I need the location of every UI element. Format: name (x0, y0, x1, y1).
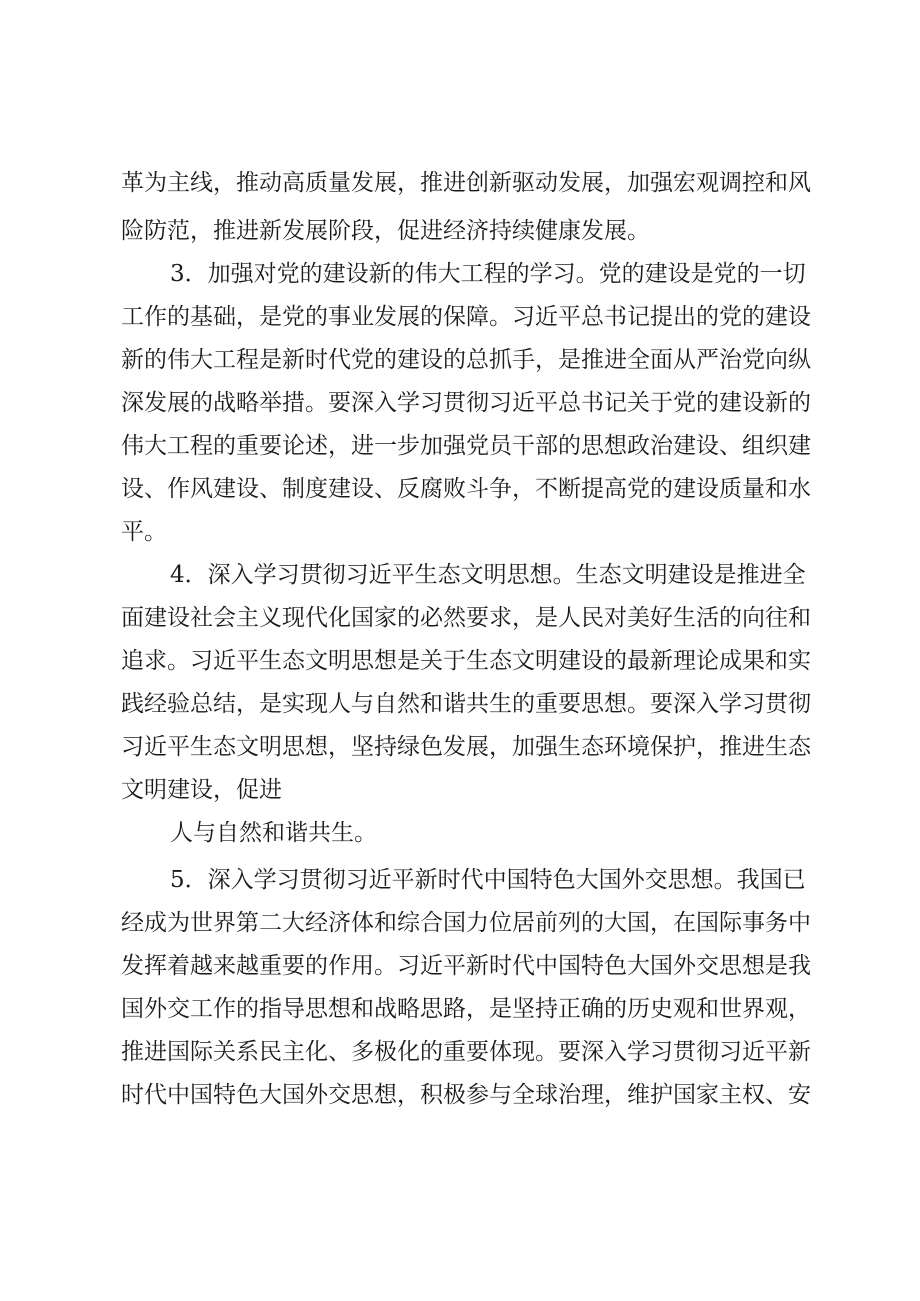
text-line: 文明建设，促进 (121, 777, 282, 803)
text-line: 险防范，推进新发展阶段，促进经济持续健康发展。 (121, 218, 650, 244)
text-line: 追求。习近平生态文明思想是关于生态文明建设的最新理论成果和实 (121, 648, 811, 674)
text-line: 伟大工程的重要论述，进一步加强党员干部的思想政治建设、组织建 (121, 433, 811, 459)
text-line: 国外交工作的指导思想和战略思路，是坚持正确的历史观和世界观， (121, 996, 811, 1022)
text-line: 革为主线，推动高质量发展，推进创新驱动发展，加强宏观调控和风 (121, 170, 811, 196)
text-line: 新的伟大工程是新时代党的建设的总抓手，是推进全面从严治党向纵 (121, 347, 811, 373)
text-line: 平。 (121, 519, 167, 545)
text-line: 发挥着越来越重要的作用。习近平新时代中国特色大国外交思想是我 (121, 953, 811, 979)
text-line: 设、作风建设、制度建设、反腐败斗争，不断提高党的建设质量和水 (121, 476, 811, 502)
text-line: 习近平生态文明思想，坚持绿色发展，加强生态环境保护，推进生态 (121, 734, 811, 760)
text-line: 工作的基础，是党的事业发展的保障。习近平总书记提出的党的建设 (121, 304, 811, 330)
text-line: 深发展的战略举措。要深入学习贯彻习近平总书记关于党的建设新的 (121, 390, 811, 416)
paragraph-heading-line: 3．加强对党的建设新的伟大工程的学习。党的建设是党的一切 (170, 261, 806, 287)
text-line: 践经验总结，是实现人与自然和谐共生的重要思想。要深入学习贯彻 (121, 691, 811, 717)
paragraph-heading-line: 4．深入学习贯彻习近平生态文明思想。生态文明建设是推进全 (170, 562, 806, 588)
paragraph-heading-line: 5．深入学习贯彻习近平新时代中国特色大国外交思想。我国已 (170, 867, 806, 893)
text-line: 推进国际关系民主化、多极化的重要体现。要深入学习贯彻习近平新 (121, 1039, 811, 1065)
text-line: 面建设社会主义现代化国家的必然要求，是人民对美好生活的向往和 (121, 605, 811, 631)
text-line: 经成为世界第二大经济体和综合国力位居前列的大国，在国际事务中 (121, 910, 811, 936)
text-line: 时代中国特色大国外交思想，积极参与全球治理，维护国家主权、安 (121, 1082, 811, 1108)
text-line: 人与自然和谐共生。 (170, 820, 377, 846)
